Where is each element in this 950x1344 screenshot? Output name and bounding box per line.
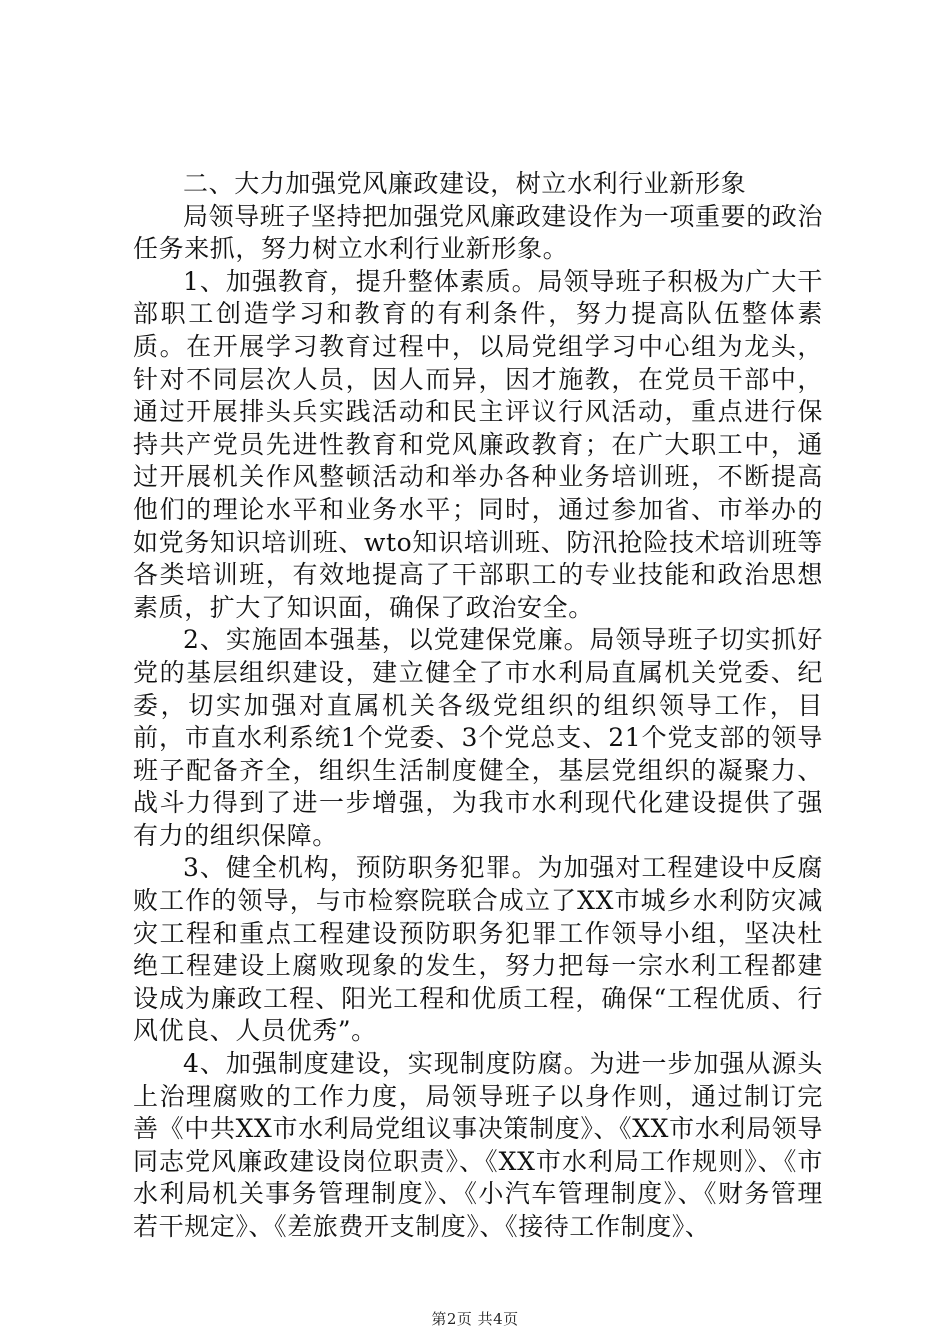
document-body: [133, 168, 823, 1244]
paragraph-system-building: 4、加强制度建设，实现制度防腐。为进一步加强从源头上治理腐败的工作力度，局领导班子以身作则，通过制订完善《中共XX市水利局党组议事决策制度》、《XX市水利局领导同志党风廉政建设岗位职责》、《XX市水利局工作规则》、《市水利局机关事务管理制度》、《小汽车管理制度》、《财务管理若干规定》、《差旅费开支制度》、《接待工作制度》、: [133, 1049, 823, 1241]
page-footer: 第2页 共4页: [431, 1310, 519, 1328]
paragraph-intro: 局领导班子坚持把加强党风廉政建设作为一项重要的政治任务来抓，努力树立水利行业新形象。: [133, 201, 824, 264]
paragraph-education: 1、加强教育，提升整体素质。局领导班子积极为广大干部职工创造学习和教育的有利条件，努力提高队伍整体素质。在开展学习教育过程中，以局党组学习中心组为龙头，针对不同层次人员，因人而异，因才施教，在党员干部中，通过开展排头兵实践活动和民主评议行风活动，重点进行保持共产党员先进性教育和党风廉政教育；在广大职工中，通过开展机关作风整顿活动和举办各种业务培训班，不断提高他们的理论水平和业务水平；同时，通过参加省、市举办的如党务知识培训班、wto知识培训班、防汛抢险技术培训班等各类培训班，有效地提高了干部职工的专业技能和政治思想素质，扩大了知识面，确保了政治安全。: [133, 266, 823, 622]
paragraph-party-building: 2、实施固本强基，以党建保党廉。局领导班子切实抓好党的基层组织建设，建立健全了市水利局直属机关党委、纪委，切实加强对直属机关各级党组织的组织领导工作，目前，市直水利系统1个党委、3个党总支、21个党支部的领导班子配备齐全，组织生活制度健全，基层党组织的凝聚力、战斗力得到了进一步增强，为我市水利现代化建设提供了强有力的组织保障。: [133, 625, 823, 850]
section-heading: 二、大力加强党风廉政建设，树立水利行业新形象: [183, 169, 747, 198]
paragraph-crime-prevention: 3、健全机构，预防职务犯罪。为加强对工程建设中反腐败工作的领导，与市检察院联合成立了XX市城乡水利防灾减灾工程和重点工程建设预防职务犯罪工作领导小组，坚决杜绝工程建设上腐败现象的发生，努力把每一宗水利工程都建设成为廉政工程、阳光工程和优质工程，确保“工程优质、行风优良、人员优秀”。: [133, 853, 823, 1046]
